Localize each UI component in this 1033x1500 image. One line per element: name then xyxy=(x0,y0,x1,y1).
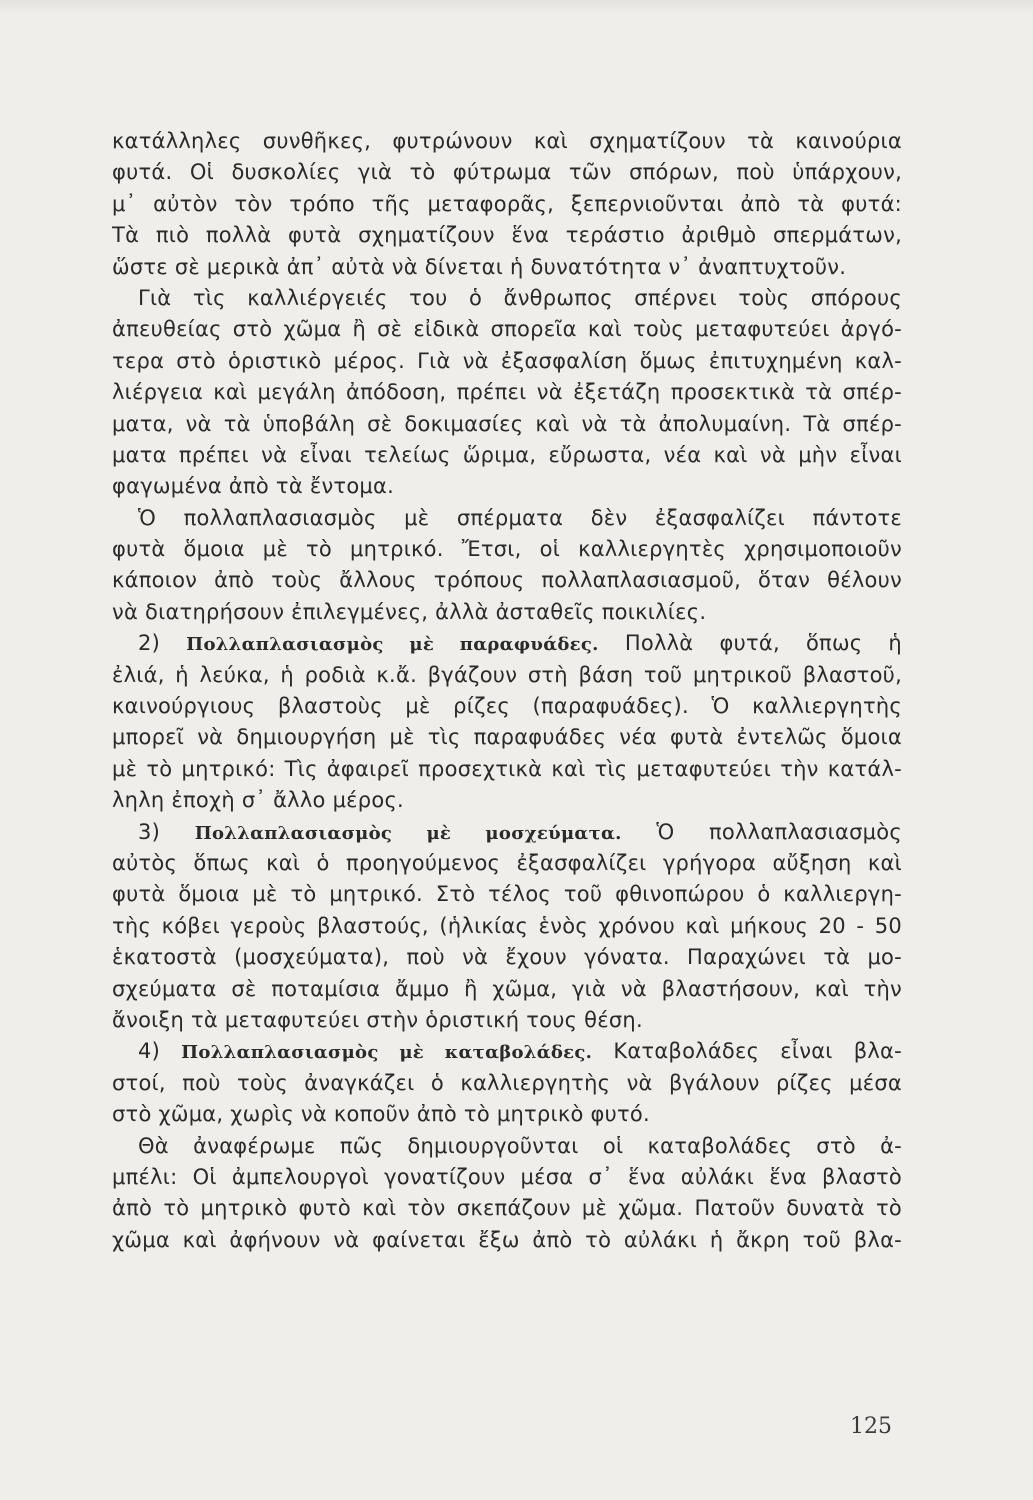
text-line: ἄνοιξη τὰ μεταφυτεύει στὴν ὁριστική τους θέση. xyxy=(112,1007,643,1032)
section-heading-line xyxy=(112,817,902,848)
section-heading-line xyxy=(112,628,902,659)
text-line: ἐλιά, ἡ λεύκα, ἡ ροδιὰ κ.ἄ. βγάζουν στὴ βάση τοῦ μητρικοῦ βλαστοῦ, xyxy=(112,662,902,687)
text-line: μὲ τὸ μητρικό: Τὶς ἀφαιρεῖ προσεχτικὰ καὶ τὶς μεταφυτεύει τὴν κατάλ- xyxy=(112,756,902,781)
text-line: στὸ χῶμα, χωρὶς νὰ κοποῦν ἀπὸ τὸ μητρικὸ φυτό. xyxy=(112,1102,650,1127)
text-line: ματα πρέπει νὰ εἶναι τελείως ὥριμα, εὔρωστα, νέα καὶ νὰ μὴν εἶναι xyxy=(112,442,902,467)
section-number: 3) xyxy=(138,819,161,844)
text-line: στοί, ποὺ τοὺς ἀναγκάζει ὁ καλλιεργητὴς νὰ βγάλουν ρίζες μέσα xyxy=(112,1070,902,1095)
text-line: τερα στὸ ὁριστικὸ μέρος. Γιὰ νὰ ἐξασφαλίση ὅμως ἐπιτυχημένη καλ- xyxy=(112,348,902,373)
text-line: μπορεῖ νὰ δημιουργήση μὲ τὶς παραφυάδες νέα φυτὰ ἐντελῶς ὅμοια xyxy=(112,725,902,750)
text-line: μ᾿ αὐτὸν τὸν τρόπο τῆς μεταφορᾶς, ξεπερνιοῦνται ἀπὸ τὰ φυτά: xyxy=(112,191,902,216)
text-line: λιέργεια καὶ μεγάλη ἀπόδοση, πρέπει νὰ ἐξετάζη προσεκτικὰ τὰ σπέρ- xyxy=(112,380,902,405)
text-line: φυτὰ ὅμοια μὲ τὸ μητρικό. Στὸ τέλος τοῦ φθινοπώρου ὁ καλλιεργη- xyxy=(112,882,902,907)
text-line: Γιὰ τὶς καλλιέργειές του ὁ ἄνθρωπος σπέρνει τοὺς σπόρους xyxy=(138,285,902,310)
heading-line-text: Πολλὰ φυτά, ὅπως ἡ xyxy=(624,631,902,656)
text-line: κάποιον ἀπὸ τοὺς ἄλλους τρόπους πολλαπλασιασμοῦ, ὅταν θέλουν xyxy=(112,568,902,593)
text-line: νὰ διατηρήσουν ἐπιλεγμένες, ἀλλὰ ἀσταθεῖς ποικιλίες. xyxy=(112,599,707,624)
text-line: ματα, νὰ τὰ ὑποβάλη σὲ δοκιμασίες καὶ νὰ τὰ ἀπολυμαίνη. Τὰ σπέρ- xyxy=(112,411,902,436)
text-line: ληλη ἐποχὴ σ᾿ ἄλλο μέρος. xyxy=(112,788,404,813)
text-line: καινούργιους βλαστοὺς μὲ ρίζες (παραφυάδες). Ὁ καλλιεργητὴς xyxy=(112,694,902,719)
text-line: Ὁ πολλαπλασιασμὸς μὲ σπέρματα δὲν ἐξασφαλίζει πάντοτε xyxy=(138,505,902,530)
text-line: ἀπευθείας στὸ χῶμα ἢ σὲ εἰδικὰ σπορεῖα καὶ τοὺς μεταφυτεύει ἀργό- xyxy=(112,317,902,342)
heading-line-text: Καταβολάδες εἶναι βλα- xyxy=(613,1039,902,1064)
section-number: 4) xyxy=(138,1039,161,1064)
body-text xyxy=(112,126,902,1256)
text-line: Θὰ ἀναφέρωμε πῶς δημιουργοῦνται οἱ καταβολάδες στὸ ἀ- xyxy=(138,1133,902,1158)
page-number: 125 xyxy=(850,1414,892,1439)
section-heading: Πολλαπλασιασμὸς μὲ μοσχεύματα. xyxy=(194,822,622,844)
text-line: αὐτὸς ὅπως καὶ ὁ προηγούμενος ἐξασφαλίζει γρήγορα αὔξηση καὶ xyxy=(112,850,902,875)
text-line: μπέλι: Οἱ ἀμπελουργοὶ γονατίζουν μέσα σ᾿ ἕνα αὐλάκι ἕνα βλαστὸ xyxy=(112,1164,902,1189)
section-heading: Πολλαπλασιασμὸς μὲ παραφυάδες. xyxy=(186,634,599,656)
section-heading: Πολλαπλασιασμὸς μὲ καταβολάδες. xyxy=(181,1042,593,1064)
text-line: φυτὰ ὅμοια μὲ τὸ μητρικό. Ἔτσι, οἱ καλλιεργητὲς χρησιμοποιοῦν xyxy=(112,537,902,562)
text-line: κατάλληλες συνθῆκες, φυτρώνουν καὶ σχηματίζουν τὰ καινούρια xyxy=(112,129,902,153)
text-line: σχεύματα σὲ ποταμίσια ἄμμο ἢ χῶμα, γιὰ νὰ βλαστήσουν, καὶ τὴν xyxy=(112,976,902,1001)
section-heading-line xyxy=(112,1036,902,1067)
text-line: χῶμα καὶ ἀφήνουν νὰ φαίνεται ἔξω ἀπὸ τὸ αὐλάκι ἡ ἄκρη τοῦ βλα- xyxy=(112,1227,902,1252)
text-line: ὥστε σὲ μερικὰ ἀπ᾿ αὐτὰ νὰ δίνεται ἡ δυνατότητα ν᾿ ἀναπτυχτοῦν. xyxy=(112,254,847,279)
text-line: τὴς κόβει γεροὺς βλαστούς, (ἡλικίας ἑνὸς χρόνου καὶ μήκους 20 - 50 xyxy=(112,913,902,938)
text-line: ἑκατοστὰ (μοσχεύματα), ποὺ νὰ ἔχουν γόνατα. Παραχώνει τὰ μο- xyxy=(112,945,902,970)
text-line: Τὰ πιὸ πολλὰ φυτὰ σχηματίζουν ἕνα τεράστιο ἀριθμὸ σπερμάτων, xyxy=(112,223,902,248)
text-line: ἀπὸ τὸ μητρικὸ φυτὸ καὶ τὸν σκεπάζουν μὲ χῶμα. Πατοῦν δυνατὰ τὸ xyxy=(112,1196,902,1221)
text-line: φαγωμένα ἀπὸ τὰ ἔντομα. xyxy=(112,474,395,499)
text-line: φυτά. Οἱ δυσκολίες γιὰ τὸ φύτρωμα τῶν σπόρων, ποὺ ὑπάρχουν, xyxy=(112,160,902,185)
heading-line-text: Ὁ πολλαπλασιασμὸς xyxy=(656,819,902,844)
section-number: 2) xyxy=(138,631,161,656)
